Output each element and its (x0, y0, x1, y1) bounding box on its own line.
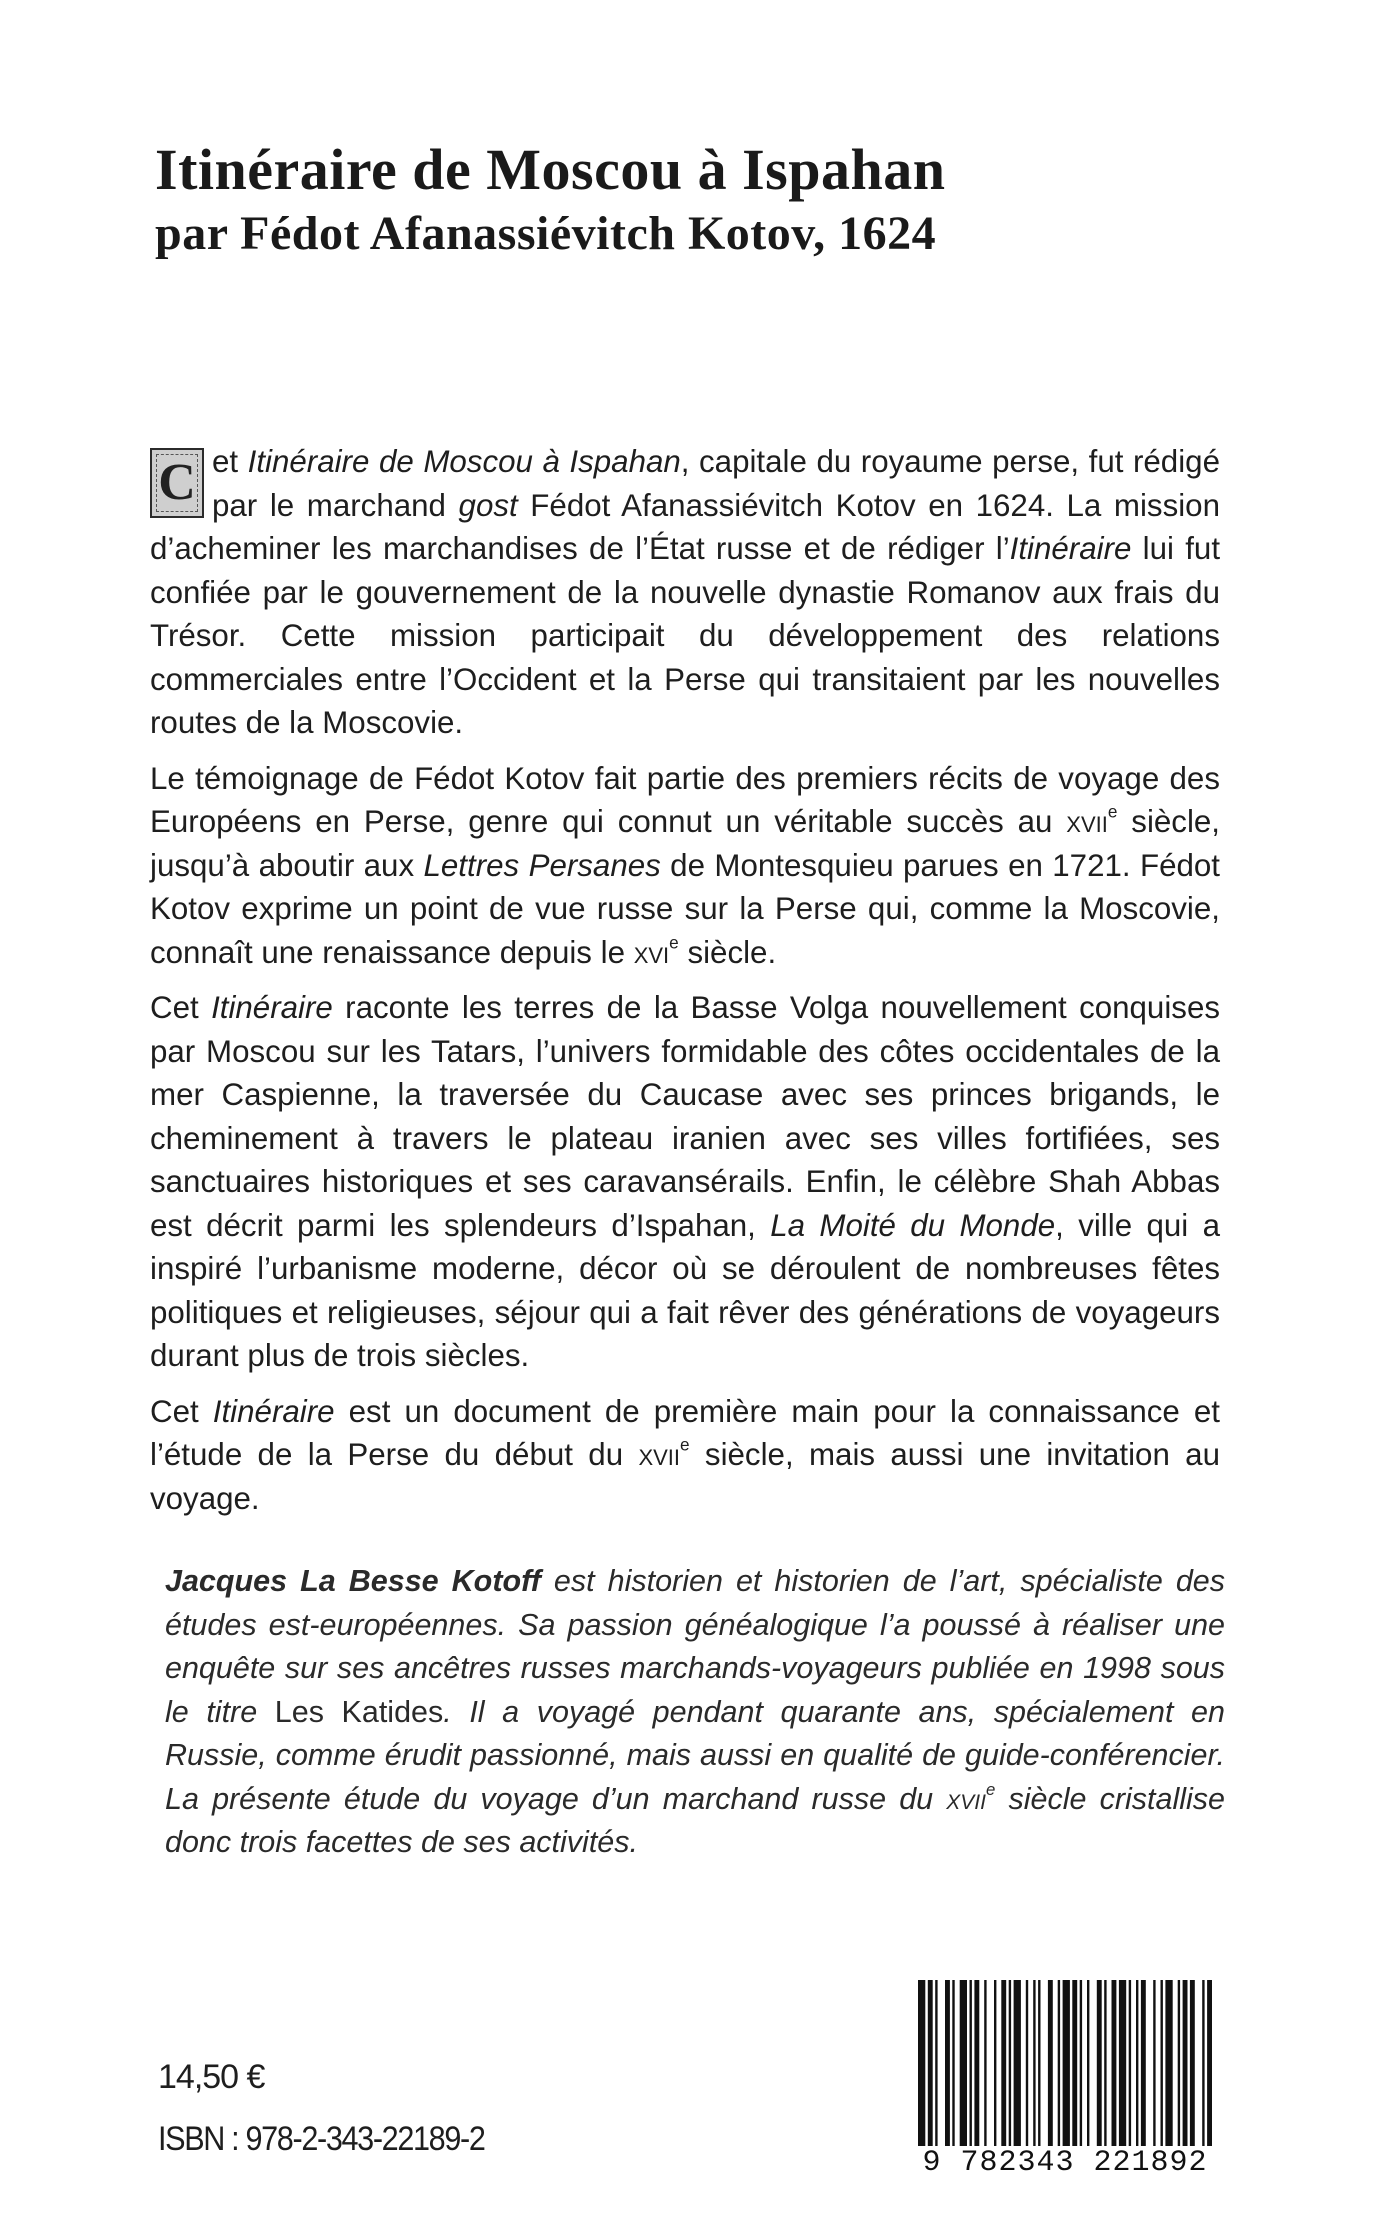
title-block (155, 138, 1255, 262)
text-run: , ville qui a inspiré l’urbanisme moderne, décor où se déroulent de nombreuses fêtes politiques et religieuses, séjour qui a fait rêver des générations de voyageurs durant plus de trois siècles. (150, 1207, 1220, 1373)
text-run: siècle. (678, 934, 777, 970)
dropcap-ornament: C (150, 448, 204, 518)
century-numeral: xvi (633, 934, 670, 970)
paragraph-3 (150, 986, 1220, 1378)
text-run: Fédot Afanassiévitch Kotov en 1624. La mission d’acheminer les marchandises de l’État russe et de rédiger l’ (150, 487, 1220, 566)
text-run: est un document de première main pour la connaissance et l’étude de la Perse du début du (150, 1393, 1220, 1472)
text-run: Itinéraire de Moscou à Ispahan (247, 444, 681, 479)
text-run: Le témoignage de Fédot Kotov fait partie des premiers récits de voyage des Européens en Perse, genre qui connut un véritable succès au (150, 760, 1220, 839)
text-run: Itinéraire (212, 1393, 335, 1429)
author-name: Jacques La Besse Kotoff (165, 1564, 541, 1598)
summary-text (150, 440, 1220, 1532)
paragraph-4 (150, 1390, 1220, 1521)
isbn-label: ISBN : 978-2-343-22189-2 (158, 2120, 485, 2158)
book-subtitle: par Fédot Afanassiévitch Kotov, 1624 (155, 207, 937, 260)
book-reference: Les Katides (274, 1694, 444, 1729)
text-run: siècle, mais aussi une invitation au voyage. (150, 1437, 1220, 1516)
superscript: e (985, 1779, 996, 1799)
text-run: Itinéraire (1009, 531, 1132, 566)
text-run: gost (458, 487, 518, 523)
price-label: 14,50 € (158, 2058, 265, 2096)
text-run: Lettres Persanes (423, 847, 661, 883)
barcode-bars (900, 1980, 1230, 2150)
text-run: , capitale du royaume perse, fut rédigé par le marchand (212, 444, 1220, 523)
text-run: Cet (150, 1393, 213, 1429)
text-run: de Montesquieu parues en 1721. Fédot Kotov exprime un point de vue russe sur la Perse qui, comme la Moscovie, connaît une renaissance depuis le (150, 847, 1221, 970)
text-run: La Moité du Monde (770, 1207, 1056, 1243)
century-numeral: xvii (638, 1437, 681, 1472)
barcode-digits: 9 782343 221892 (900, 2146, 1230, 2180)
century-numeral: xvii (1066, 804, 1108, 839)
paragraph-1 (150, 440, 1220, 745)
text-run: raconte les terres de la Basse Volga nouvellement conquises par Moscou sur les Tatars, l’univers formidable des côtes occidentales de la mer Caspienne, la traversée du Caucase avec ses princes brigands, le cheminement à travers le plateau iranien avec ses villes fortifiées, ses sanctuaires historiques et ses caravansérails. Enfin, le célèbre Shah Abbas est décrit parmi les splendeurs d’Ispahan, (150, 990, 1220, 1243)
text-run: Cet (150, 990, 212, 1025)
superscript: e (680, 1434, 690, 1455)
text-run: Itinéraire (211, 990, 333, 1025)
text-run: siècle cristallise donc trois facettes de ses activités. (165, 1781, 1225, 1859)
author-bio (165, 1560, 1225, 1865)
text-run: lui fut confiée par le gouvernement de la nouvelle dynastie Romanov aux frais du Trésor. Cette mission participait du développement des relations commerciales entre l’Occident et la Perse qui transitaient par les nouvelles routes de la Moscovie. (150, 531, 1221, 740)
text-run: siècle, jusqu’à aboutir aux (150, 804, 1221, 883)
paragraph-2 (150, 757, 1220, 975)
text-run: est historien et historien de l’art, spécialiste des études est-européennes. Sa passion généalogique l’a poussé à réaliser une enquête sur ses ancêtres russes marchands-voyageurs publiée en 1998 sous le titre (165, 1564, 1225, 1729)
text-run: et (212, 444, 248, 479)
text-run: . Il a voyagé pendant quarante ans, spécialement en Russie, comme érudit passionné, mais aussi en qualité de guide-conférencier. La présente étude du voyage d’un marchand russe du (165, 1694, 1225, 1816)
superscript: e (1107, 801, 1118, 822)
barcode (900, 1980, 1230, 2190)
book-title: Itinéraire de Moscou à Ispahan (155, 137, 946, 202)
century-numeral: xvii (946, 1781, 986, 1816)
superscript: e (669, 931, 679, 952)
